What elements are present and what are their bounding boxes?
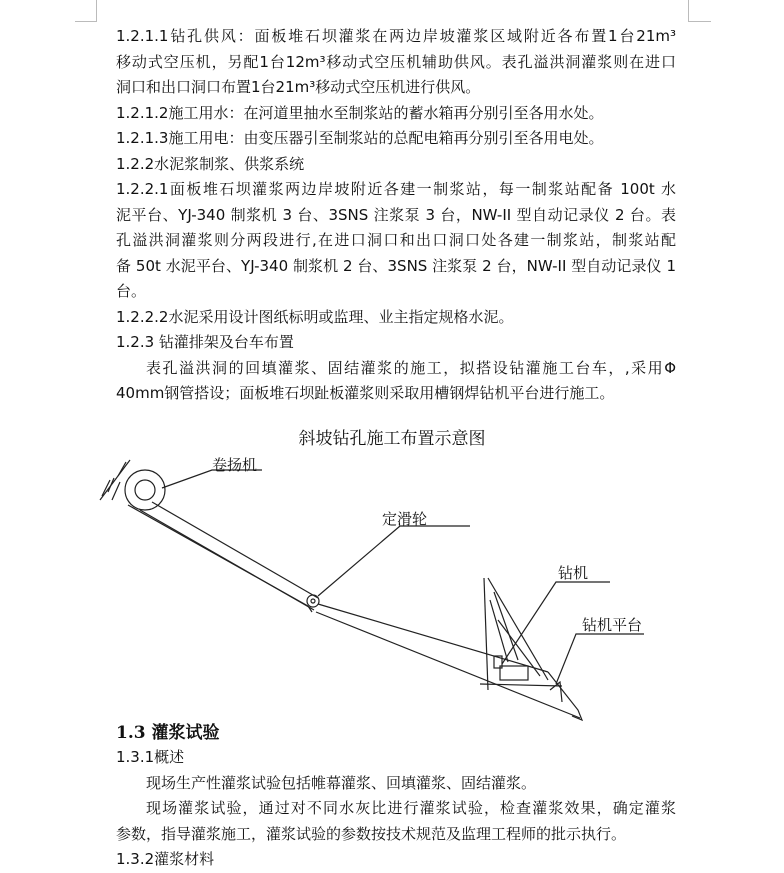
pulley-leader (318, 526, 470, 596)
paragraph-line: 泥平台、YJ-340 制浆机 3 台、3SNS 注浆泵 3 台，NW-II 型自动记录仪 2 台。表 (116, 205, 676, 224)
subheading: 1.2.3 钻灌排架及台车布置 (116, 333, 294, 351)
winch-drum-inner (135, 480, 155, 500)
platform-leader (556, 634, 644, 684)
winch-drum-outer (125, 470, 165, 510)
paragraph-line: 表孔溢洪洞的回填灌浆、固结灌浆的施工，拟搭设钻灌施工台车，,采用Φ (146, 358, 676, 377)
label-fixed-pulley: 定滑轮 (382, 510, 428, 528)
body-text-bottom (116, 745, 676, 873)
paragraph-line: 孔溢洪洞灌浆则分两段进行,在进口洞口和出口洞口处各建一制浆站，制浆站配 (116, 231, 676, 249)
paragraph-line: 1.2.2.1面板堆石坝灌浆两边岸坡附近各建一制浆站，每一制浆站配备 100t 水 (116, 180, 676, 198)
figure-title: 斜坡钻孔施工布置示意图 (298, 429, 486, 449)
drill-mast (484, 578, 488, 690)
slope-end (548, 672, 582, 720)
drill-brace-3 (490, 600, 508, 662)
slope-beam-upper-3 (152, 502, 318, 598)
paragraph-line: 1.2.1.3施工用电：由变压器引至制浆站的总配电箱再分别引至各用电处。 (116, 129, 604, 147)
label-drill: 钻机 (558, 564, 589, 582)
platform-base (480, 684, 562, 686)
paragraph-line: 参数，指导灌浆施工，灌浆试验的参数按技术规范及监理工程师的批示执行。 (116, 824, 627, 843)
slope-rail-lower-2 (316, 612, 580, 718)
paragraph-line: 现场生产性灌浆试验包括帷幕灌浆、回填灌浆、固结灌浆。 (146, 773, 537, 792)
section-heading: 1.3 灌浆试验 (116, 723, 220, 743)
fixed-pulley-hub (311, 599, 315, 603)
label-drill-platform: 钻机平台 (582, 616, 643, 634)
platform-post (550, 682, 562, 702)
paragraph-line: 移动式空压机，另配1台12m³移动式空压机辅助供风。表孔溢洪洞灌浆则在进口 (116, 52, 676, 71)
slope-rail-lower-1 (318, 604, 548, 672)
fixed-pulley (307, 595, 319, 607)
slope-beam-upper-2 (140, 510, 314, 610)
label-winch: 卷扬机 (212, 456, 258, 474)
paragraph-line: 40mm钢管搭设；面板堆石坝趾板灌浆则采取用槽钢焊钻机平台进行施工。 (116, 384, 615, 402)
paragraph-line: 1.2.1.2施工用水：在河道里抽水至制浆站的蓄水箱再分别引至各用水处。 (116, 103, 604, 122)
paragraph-line: 备 50t 水泥平台、YJ-340 制浆机 2 台、3SNS 注浆泵 2 台，NW-II 型自动记录仪 1 (116, 256, 676, 275)
paragraph-line: 台。 (116, 282, 147, 300)
paragraph-line: 洞口和出口洞口布置1台21m³移动式空压机进行供风。 (116, 78, 481, 96)
subheading: 1.2.2水泥浆制浆、供浆系统 (116, 154, 305, 173)
drill-brace-1 (488, 578, 548, 680)
paragraph-line: 现场灌浆试验，通过对不同水灰比进行灌浆试验，检查灌浆效果，确定灌浆 (146, 799, 676, 817)
drill-body (500, 666, 528, 680)
paragraph-line: 1.2.2.2水泥采用设计图纸标明或监理、业主指定规格水泥。 (116, 307, 514, 326)
subheading: 1.3.2灌浆材料 (116, 850, 215, 868)
subheading: 1.3.1概述 (116, 748, 185, 766)
paragraph-line: 1.2.1.1钻孔供风：面板堆石坝灌浆在两边岸坡灌浆区域附近各布置1台21m³ (116, 27, 676, 45)
